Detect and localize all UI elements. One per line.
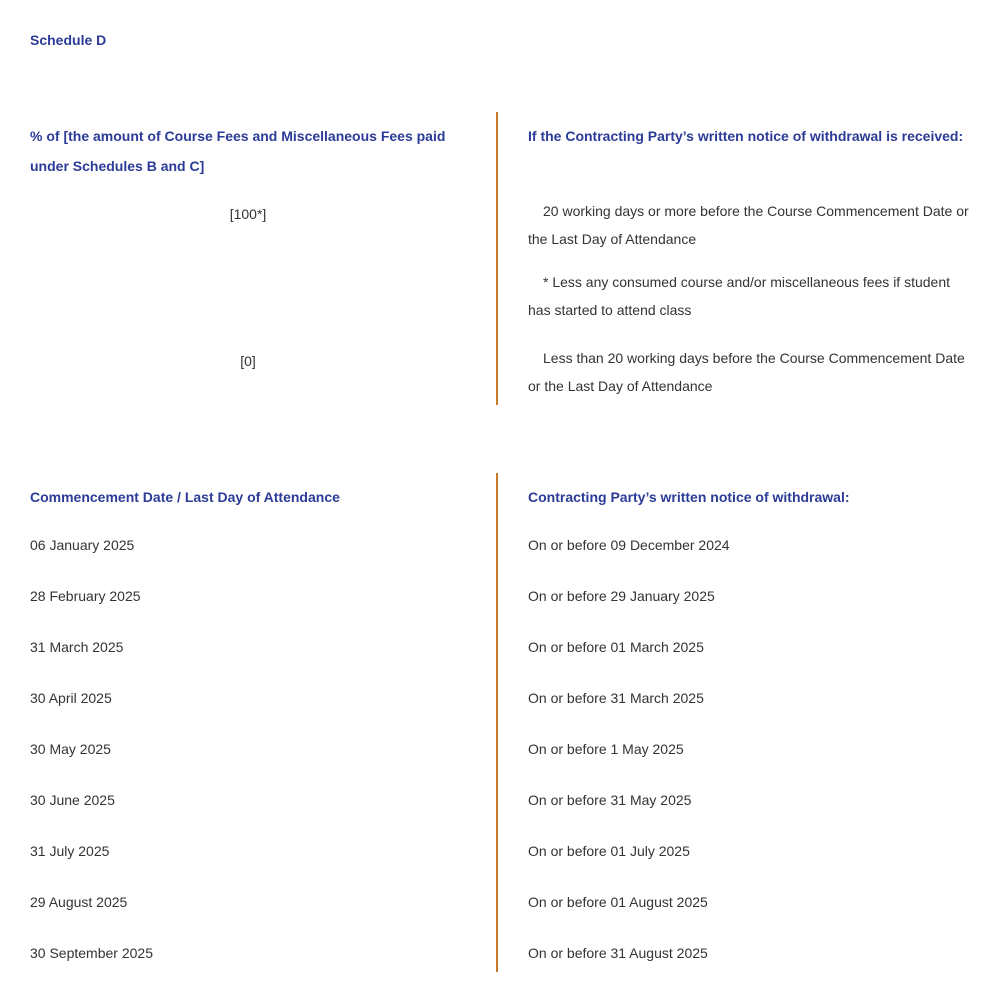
table-row	[0, 783, 995, 834]
notice-deadline: On or before 31 August 2025	[528, 945, 708, 961]
table-row	[0, 834, 995, 885]
table-row	[0, 732, 995, 783]
refund-percentage-header: % of [the amount of Course Fees and Miscellaneous Fees paid under Schedules B and C]	[30, 128, 446, 174]
notice-deadline: On or before 29 January 2025	[528, 588, 715, 604]
notice-deadline: On or before 09 December 2024	[528, 537, 730, 553]
withdrawal-condition-header: If the Contracting Party’s written notice of withdrawal is received:	[528, 128, 964, 144]
schedule-title: Schedule D	[30, 32, 107, 48]
notice-deadline: On or before 31 May 2025	[528, 792, 692, 808]
commencement-date: 30 May 2025	[30, 741, 111, 757]
table-row	[0, 936, 995, 987]
commencement-date: 30 June 2025	[30, 792, 115, 808]
refund-percentage-full: [100*]	[229, 206, 267, 222]
refund-percentage-none: [0]	[240, 353, 256, 369]
notice-deadline: On or before 31 March 2025	[528, 690, 704, 706]
notice-deadline: On or before 1 May 2025	[528, 741, 684, 757]
notice-deadline: On or before 01 March 2025	[528, 639, 704, 655]
refund-condition-full: 20 working days or more before the Course Commencement Date or the Last Day of Attendance	[528, 203, 969, 247]
notice-deadline: On or before 01 August 2025	[528, 894, 708, 910]
table-row	[0, 681, 995, 732]
table-row	[0, 528, 995, 579]
commencement-date-header: Commencement Date / Last Day of Attendance	[30, 489, 340, 505]
column-divider	[496, 112, 498, 405]
refund-condition-none: Less than 20 working days before the Course Commencement Date or the Last Day of Attendance	[528, 350, 965, 394]
table-row	[0, 885, 995, 936]
withdrawal-notice-header: Contracting Party’s written notice of withdrawal:	[528, 489, 850, 505]
refund-condition-note: * Less any consumed course and/or miscellaneous fees if student has started to attend class	[528, 274, 951, 318]
commencement-date: 30 April 2025	[30, 690, 112, 706]
table-row	[0, 630, 995, 681]
dates-table-body	[0, 528, 995, 987]
commencement-date: 31 July 2025	[30, 843, 110, 859]
commencement-date: 28 February 2025	[30, 588, 141, 604]
notice-deadline: On or before 01 July 2025	[528, 843, 690, 859]
commencement-date: 30 September 2025	[30, 945, 153, 961]
table-row	[0, 579, 995, 630]
commencement-date: 29 August 2025	[30, 894, 128, 910]
commencement-date: 31 March 2025	[30, 639, 124, 655]
commencement-date: 06 January 2025	[30, 537, 135, 553]
